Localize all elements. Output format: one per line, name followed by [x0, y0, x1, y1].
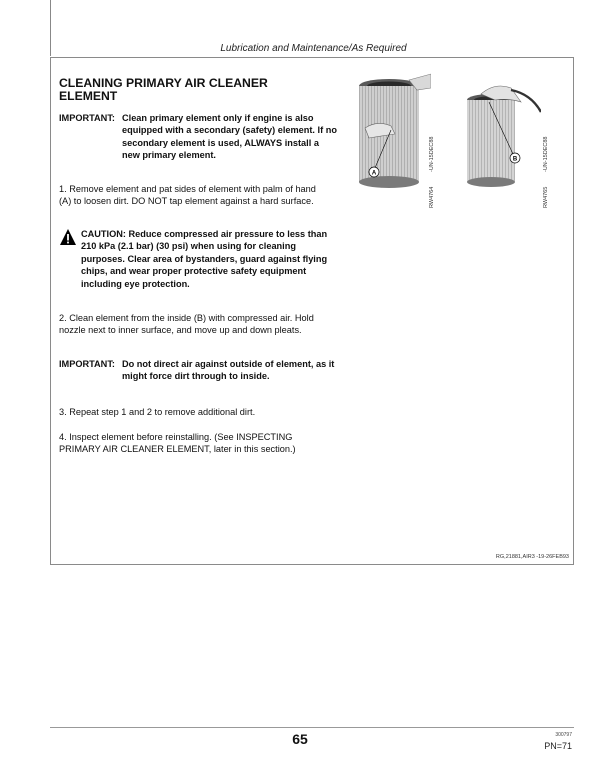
step-1: 1. Remove element and pat sides of element with palm of hand (A) to loosen dirt. DO NOT tap element against a hard surface. [59, 184, 316, 207]
important-note-2 [59, 358, 339, 383]
filter-air-clean-photo [451, 72, 541, 192]
figure-b-id: RW4765 [543, 186, 549, 208]
footer-pn: PN=71 [544, 741, 572, 751]
figure-a-side-code: -UN-15DEC88 [429, 136, 435, 172]
section-title-line-1: CLEANING PRIMARY AIR CLEANER [59, 76, 268, 90]
section-title-line-2: ELEMENT [59, 89, 118, 103]
figure-a-id: RW4764 [429, 186, 435, 208]
filter-pat-photo [341, 72, 431, 192]
caution-note [59, 228, 339, 290]
top-margin-line [50, 0, 51, 56]
reference-code: RG,21881,AIR3 -19-26FEB93 [495, 554, 569, 560]
section-title [59, 77, 329, 103]
warning-triangle-icon [59, 228, 81, 248]
content-frame [50, 57, 574, 565]
footer-rule [50, 727, 574, 728]
running-header: Lubrication and Maintenance/As Required [220, 43, 407, 54]
important-label: IMPORTANT: [59, 113, 115, 123]
figure-b-side-code: -UN-15DEC88 [543, 136, 549, 172]
important-text: Clean primary element only if engine is also equipped with a secondary (safety) element. If no secondary element is used, ALWAYS install a new primary element. [122, 113, 337, 161]
footer-small-code: 300797 [555, 732, 572, 738]
important-label: IMPORTANT: [59, 359, 115, 369]
step-2: 2. Clean element from the inside (B) with compressed air. Hold nozzle next to inner surface, and move up and down pleats. [59, 313, 314, 336]
step-4: 4. Inspect element before reinstalling. (See INSPECTING PRIMARY AIR CLEANER ELEMENT, later in this section.) [59, 432, 296, 455]
page-number: 65 [292, 731, 308, 747]
callout-a: A [371, 170, 377, 177]
important-note-1 [59, 112, 339, 162]
important-text: Do not direct air against outside of element, as it might force dirt through to inside. [122, 359, 335, 382]
caution-text: CAUTION: Reduce compressed air pressure to less than 210 kPa (2.1 bar) (30 psi) when using for cleaning purposes. Clear area of bystanders, guard against flying chips, and wear proper protective safety equipment including eye protection. [81, 229, 328, 289]
step-3: 3. Repeat step 1 and 2 to remove additional dirt. [59, 407, 256, 417]
callout-b: B [512, 156, 518, 163]
